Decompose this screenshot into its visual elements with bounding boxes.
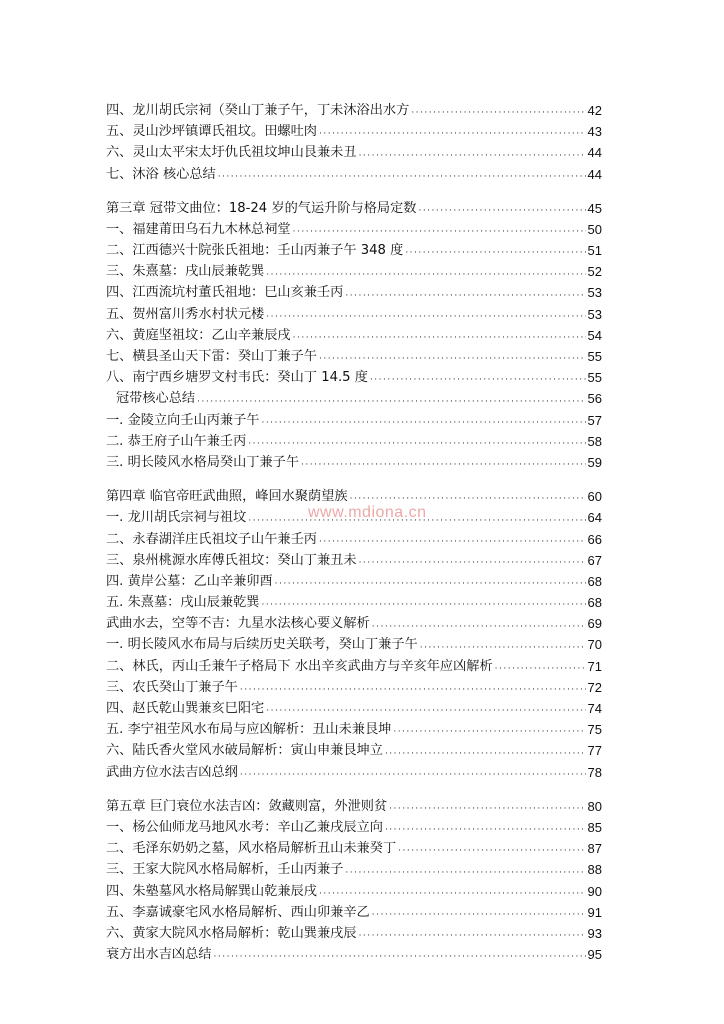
toc-entry-title: 第四章 临官帝旺武曲照，峰回水聚荫望族 — [106, 489, 348, 505]
dot-leader — [240, 767, 586, 783]
toc-entry-title: 二、林氏，丙山壬兼午子格局下 水出辛亥武曲方与辛亥年应凶解析 — [106, 658, 493, 674]
toc-page-number: 43 — [587, 124, 602, 140]
dot-leader — [266, 703, 585, 719]
toc-page-number: 95 — [587, 947, 602, 963]
toc-page-number: 91 — [587, 904, 602, 920]
toc-entry-title: 第三章 冠带文曲位：18-24 岁的气运升阶与格局定数 — [106, 200, 417, 216]
toc-entry[interactable] — [106, 881, 602, 902]
dot-leader — [420, 640, 586, 656]
dot-leader — [372, 619, 586, 635]
toc-page-number: 80 — [587, 798, 602, 814]
dot-leader — [359, 555, 586, 571]
toc-entry-title: 一. 明长陵风水布局与后续历史关联考，癸山丁兼子午 — [106, 637, 418, 653]
toc-entry-title: 四、龙川胡氏宗祠（癸山丁兼子午，丁未沐浴出水方 — [106, 102, 410, 118]
toc-page-number: 78 — [587, 764, 602, 780]
toc-page-number: 54 — [587, 327, 602, 343]
toc-entry-title: 七、沐浴 核心总结 — [106, 166, 216, 182]
toc-page-number: 52 — [587, 264, 602, 280]
toc-entry[interactable] — [106, 656, 602, 677]
toc-entry-title: 二、永春湖洋庄氏祖坟子山午兼壬丙 — [106, 531, 317, 547]
toc-entry-title: 五、灵山沙坪镇谭氏祖坟。田螺吐肉 — [106, 124, 317, 140]
toc-entry-title: 五. 朱熹墓：戌山辰兼乾巽 — [106, 595, 260, 611]
toc-page-number: 68 — [587, 595, 602, 611]
toc-entry[interactable] — [106, 100, 602, 121]
dot-leader — [359, 928, 586, 944]
toc-page-number: 66 — [587, 531, 602, 547]
toc-entry-title: 四、江西流坑村董氏祖地：巳山亥兼壬丙 — [106, 285, 344, 301]
toc-page-number: 50 — [587, 221, 602, 237]
toc-section — [106, 100, 602, 185]
toc-entry[interactable] — [106, 859, 602, 880]
toc-page-number: 42 — [587, 102, 602, 118]
dot-leader — [319, 351, 586, 367]
toc-entry-title: 六、灵山太平宋太圩仇氏祖坟坤山艮兼未丑 — [106, 145, 357, 161]
toc-entry[interactable] — [106, 142, 602, 163]
toc-entry-title: 三、泉州桃源水库傅氏祖坟：癸山丁兼丑未 — [106, 552, 357, 568]
toc-page-number: 58 — [587, 433, 602, 449]
toc-entry[interactable] — [106, 550, 602, 571]
dot-leader — [405, 245, 585, 261]
toc-entry[interactable] — [106, 452, 602, 473]
toc-entry-title: 四. 黄岸公墓：乙山辛兼卯酉 — [106, 573, 273, 589]
toc-section — [106, 486, 602, 783]
toc-entry-title: 三、农氏癸山丁兼子午 — [106, 679, 238, 695]
toc-entry[interactable] — [106, 219, 602, 240]
toc-entry[interactable] — [106, 367, 602, 388]
toc-entry[interactable] — [106, 529, 602, 550]
toc-entry[interactable] — [106, 838, 602, 859]
toc-entry-title: 三、王家大院风水格局解析，壬山丙兼子 — [106, 862, 344, 878]
toc-entry[interactable] — [106, 677, 602, 698]
toc-entry[interactable] — [106, 198, 602, 219]
toc-entry[interactable] — [106, 410, 602, 431]
toc-entry[interactable] — [106, 164, 602, 185]
dot-leader — [301, 457, 586, 473]
dot-leader — [389, 801, 585, 817]
toc-entry[interactable] — [106, 902, 602, 923]
toc-entry-title: 三. 明长陵风水格局癸山丁兼子午 — [106, 454, 300, 470]
toc-page-number: 75 — [587, 722, 602, 738]
toc-entry-title: 六、黄庭坚祖坟：乙山辛兼辰戌 — [106, 327, 291, 343]
toc-entry-title: 七、横县圣山天下雷：癸山丁兼子午 — [106, 349, 317, 365]
toc-page-number: 45 — [587, 200, 602, 216]
toc-entry-title: 第五章 巨门衰位水法吉凶：敛藏则富，外泄则贫 — [106, 798, 388, 814]
toc-page-number: 93 — [587, 925, 602, 941]
dot-leader — [345, 865, 585, 881]
toc-entry-title: 二、江西德兴十院张氏祖地：壬山丙兼子午 348 度 — [106, 243, 404, 259]
dot-leader — [266, 309, 585, 325]
toc-entry-title: 二、毛泽东奶奶之墓，风水格局解析丑山未兼癸丁 — [106, 841, 397, 857]
toc-entry[interactable] — [106, 240, 602, 261]
toc-page-number: 60 — [587, 489, 602, 505]
dot-leader — [359, 148, 586, 164]
section-gap — [106, 185, 602, 198]
dot-leader — [495, 661, 586, 677]
toc-page-number: 87 — [587, 841, 602, 857]
toc-entry[interactable] — [106, 346, 602, 367]
toc-page-number: 51 — [587, 243, 602, 259]
toc-entry-title: 一. 金陵立向壬山丙兼子午 — [106, 412, 260, 428]
dot-leader — [319, 126, 586, 142]
toc-page-number: 53 — [587, 306, 602, 322]
toc-entry[interactable] — [106, 740, 602, 761]
toc-entry[interactable] — [106, 388, 602, 409]
dot-leader — [248, 436, 585, 452]
dot-leader — [261, 415, 585, 431]
toc-entry[interactable] — [106, 719, 602, 740]
toc-page-number: 90 — [587, 883, 602, 899]
toc-page-number: 64 — [587, 510, 602, 526]
section-gap — [106, 473, 602, 486]
toc-entry-title: 一、福建莆田乌石九木林总祠堂 — [106, 221, 291, 237]
toc-page-number: 55 — [587, 349, 602, 365]
dot-leader — [197, 394, 585, 410]
toc-entry-title: 一. 龙川胡氏宗祠与祖坟 — [106, 510, 247, 526]
toc-entry[interactable] — [106, 944, 602, 965]
toc-entry[interactable] — [106, 796, 602, 817]
toc-entry-title: 五、贺州富川秀水村状元楼 — [106, 306, 265, 322]
toc-page-number: 44 — [587, 166, 602, 182]
toc-entry[interactable] — [106, 261, 602, 282]
toc-section — [106, 198, 602, 473]
toc-page-number: 74 — [587, 701, 602, 717]
dot-leader — [418, 203, 585, 219]
toc-entry[interactable] — [106, 923, 602, 944]
dot-leader — [372, 907, 586, 923]
toc-page-number: 67 — [587, 552, 602, 568]
toc-entry-title: 武曲水去，空等不吉：九星水法核心要义解析 — [106, 616, 370, 632]
toc-entry-title: 武曲方位水法吉凶总纲 — [106, 764, 238, 780]
dot-leader — [261, 597, 585, 613]
dot-leader — [345, 288, 585, 304]
toc-page-number: 77 — [587, 743, 602, 759]
toc-entry-title: 六、陆氏香火堂风水破局解析：寅山申兼艮坤立 — [106, 743, 383, 759]
dot-leader — [266, 267, 585, 283]
toc-entry-title: 五. 李宁祖茔风水布局与应凶解析：丑山未兼艮坤 — [106, 722, 392, 738]
toc-entry[interactable] — [106, 613, 602, 634]
toc-entry-title: 二. 恭王府子山午兼壬丙 — [106, 433, 247, 449]
toc-section — [106, 796, 602, 966]
toc-entry[interactable] — [106, 592, 602, 613]
dot-leader — [385, 822, 586, 838]
toc-entry[interactable] — [106, 635, 602, 656]
dot-leader — [293, 330, 586, 346]
toc-entry-title: 四、赵氏乾山巽兼亥巳阳宅 — [106, 701, 265, 717]
dot-leader — [214, 949, 586, 965]
toc-page-number: 68 — [587, 573, 602, 589]
toc-page-number: 56 — [587, 391, 602, 407]
dot-leader — [370, 372, 586, 388]
toc-entry[interactable] — [106, 325, 602, 346]
toc-entry[interactable] — [106, 431, 602, 452]
dot-leader — [293, 224, 586, 240]
toc-entry-title: 衰方出水吉凶总结 — [106, 947, 212, 963]
dot-leader — [319, 886, 586, 902]
toc-page-number: 57 — [587, 412, 602, 428]
section-gap — [106, 783, 602, 796]
toc-entry-title: 四、朱塾墓风水格局解巽山乾兼辰戌 — [106, 883, 317, 899]
toc-entry-title: 三、朱熹墓：戌山辰兼乾巽 — [106, 264, 265, 280]
toc-entry[interactable] — [106, 121, 602, 142]
toc-entry-title: 一、杨公仙师龙马地风水考：辛山乙兼戌辰立向 — [106, 819, 383, 835]
toc-entry[interactable] — [106, 283, 602, 304]
toc-page-number: 53 — [587, 285, 602, 301]
toc-page-number: 55 — [587, 370, 602, 386]
table-of-contents — [106, 100, 602, 965]
toc-entry[interactable] — [106, 571, 602, 592]
dot-leader — [218, 169, 586, 185]
dot-leader — [411, 105, 585, 121]
toc-entry-title: 冠带核心总结 — [116, 391, 196, 407]
toc-entry[interactable] — [106, 698, 602, 719]
dot-leader — [398, 843, 585, 859]
toc-page-number: 85 — [587, 819, 602, 835]
dot-leader — [275, 576, 586, 592]
toc-entry[interactable] — [106, 304, 602, 325]
watermark: www.mdiona.cn — [308, 504, 427, 521]
toc-entry-title: 八、南宁西乡塘罗文村韦氏：癸山丁 14.5 度 — [106, 370, 368, 386]
toc-entry-title: 六、黄家大院风水格局解析：乾山巽兼戌辰 — [106, 925, 357, 941]
toc-page-number: 88 — [587, 862, 602, 878]
toc-page-number: 59 — [587, 454, 602, 470]
toc-entry[interactable] — [106, 817, 602, 838]
toc-page-number: 44 — [587, 145, 602, 161]
toc-page-number: 71 — [587, 658, 602, 674]
toc-page-number: 69 — [587, 616, 602, 632]
dot-leader — [393, 724, 585, 740]
toc-page-number: 70 — [587, 637, 602, 653]
dot-leader — [319, 534, 586, 550]
dot-leader — [385, 746, 586, 762]
toc-entry[interactable] — [106, 762, 602, 783]
toc-entry-title: 五、李嘉诚豪宅风水格局解析、西山卯兼辛乙 — [106, 904, 370, 920]
dot-leader — [240, 682, 586, 698]
toc-page-number: 72 — [587, 679, 602, 695]
